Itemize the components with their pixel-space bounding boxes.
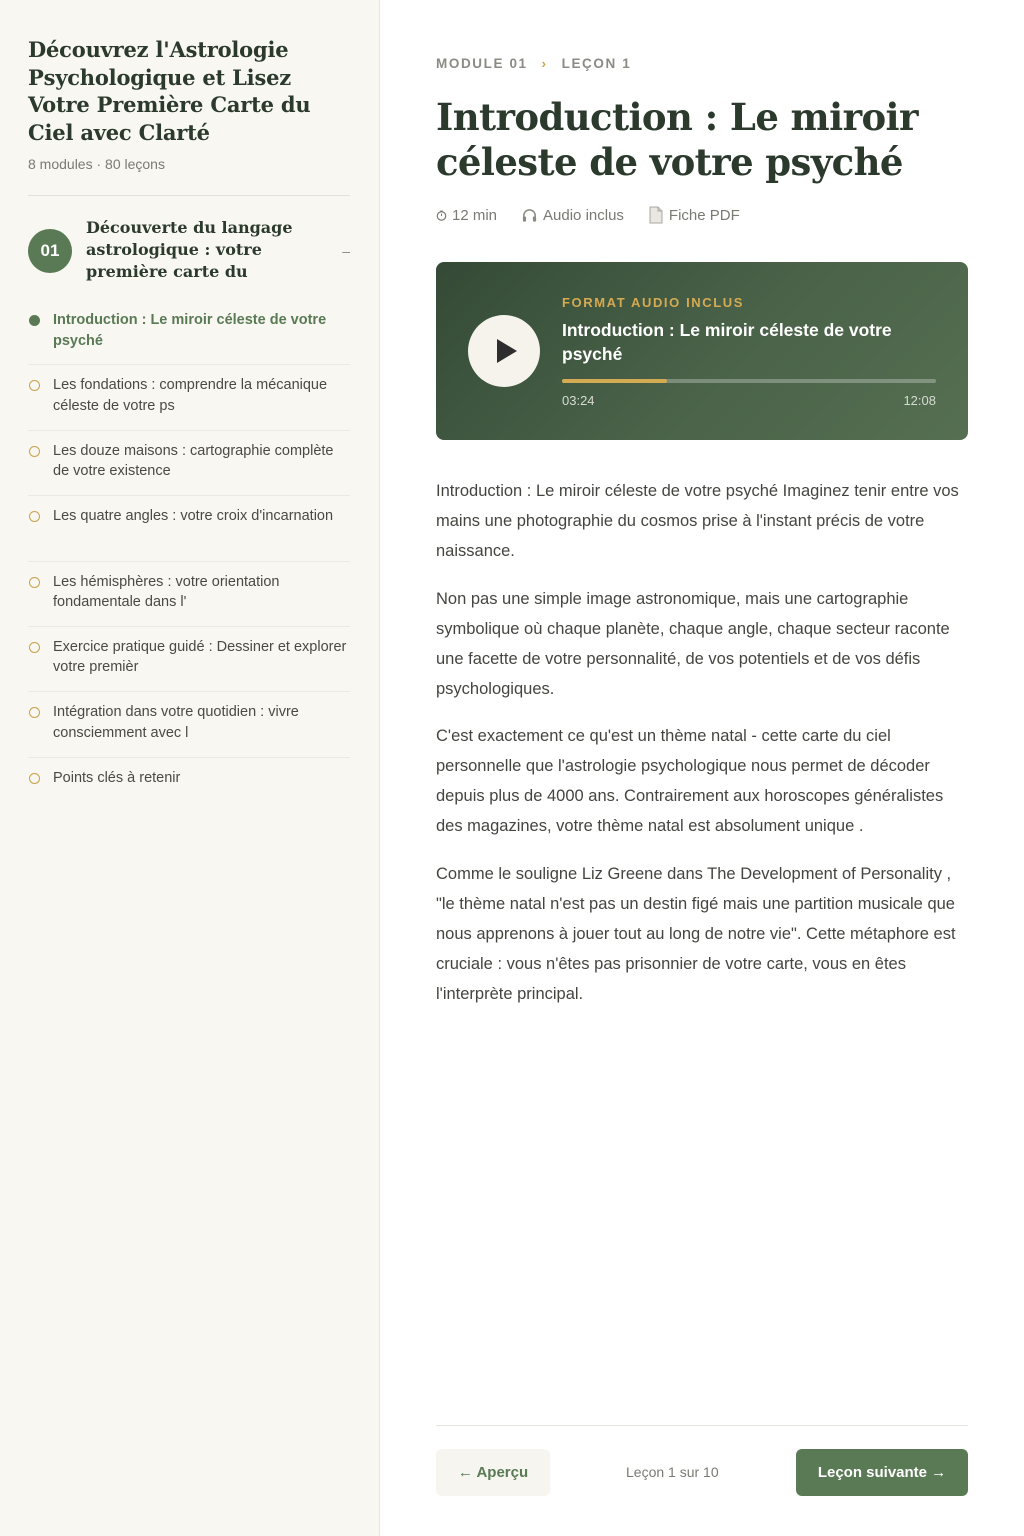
lesson-item[interactable] [28,496,350,561]
lesson-meta [436,206,764,224]
lesson-list [28,300,350,823]
lesson-item[interactable] [28,627,350,692]
lesson-status-dot-icon [29,315,40,326]
sidebar-divider [28,195,350,196]
lesson-label: Les fondations : comprendre la mécanique céleste de votre ps [53,377,328,414]
lesson-label: Exercice pratique guidé : Dessiner et explorer votre premièr [53,638,347,676]
audio-meta [521,207,624,224]
lesson-label: Les quatre angles : votre croix d'incarnation [53,508,334,525]
lesson-label: Les douze maisons : cartographie complète de votre existence [53,442,334,480]
body-paragraph: C'est exactement ce qu'est un thème natal - cette carte du ciel personnelle que l'astrologie psychologique nous permet de décoder depuis plus de 4000 ans. Contrairement aux horoscopes généralistes des magazines, votre thème natal est absolument unique . [436,727,944,835]
collapse-icon[interactable]: – [342,243,350,259]
chevron-right-icon: › [541,56,548,71]
body-paragraph: Comme le souligne Liz Greene dans The Development of Personality , "le thème natal n'est pas un destin figé mais une partition musicale que nous apprenons à jouer tout au long de notre vie". Cette métaphore est cruciale : vous n'êtes pas prisonnier de votre carte, vous en êtes l'interprète principal. [436,864,956,1003]
course-meta: 8 modules · 80 leçons [28,156,165,172]
lesson-item[interactable] [28,365,350,430]
audio-kicker: FORMAT AUDIO INCLUS [562,295,745,310]
duration-text: 12 min [452,206,498,224]
lesson-status-dot-icon [29,511,40,522]
breadcrumb-module[interactable]: MODULE 01 [436,56,528,71]
headphones-icon [521,207,538,224]
lesson-body [436,476,968,1026]
footer-divider [436,1425,968,1426]
course-title: Découvrez l'Astrologie Psychologique et Lisez Votre Première Carte du Ciel avec Clarté [28,37,311,145]
next-lesson-button[interactable]: Leçon suivante → [796,1449,968,1496]
lesson-status-dot-icon [29,707,40,718]
document-icon [648,206,664,224]
play-icon [497,339,517,363]
lesson-item[interactable] [28,758,350,823]
body-paragraph: Introduction : Le miroir céleste de votre psyché Imaginez tenir entre vos mains une photographie du cosmos prise à l'instant précis de votre naissance. [436,482,959,560]
page-title: Introduction : Le miroir céleste de votre psyché [436,95,918,184]
course-sidebar [0,0,380,1536]
lesson-status-dot-icon [29,642,40,653]
lesson-status-dot-icon [29,446,40,457]
lesson-status-dot-icon [29,773,40,784]
lesson-label: Intégration dans votre quotidien : vivre consciemment avec l [53,704,299,741]
lesson-label: Les hémisphères : votre orientation fondamentale dans l' [53,573,280,611]
lesson-item[interactable] [28,300,350,365]
play-button[interactable] [468,315,540,387]
audio-current-time: 03:24 [562,393,595,408]
lesson-status-dot-icon [29,380,40,391]
lesson-label: Introduction : Le miroir céleste de votre psyché [53,312,327,349]
audio-meta-text: Audio inclus [543,206,624,224]
lesson-item[interactable] [28,562,350,627]
audio-progress-bar[interactable] [562,379,936,383]
pdf-meta[interactable] [648,206,740,224]
breadcrumb-lesson: LEÇON 1 [561,56,632,71]
lesson-item[interactable] [28,431,350,496]
module-number-badge: 01 [28,229,72,273]
lesson-status-dot-icon [29,577,40,588]
audio-player [436,262,968,440]
module-title: Découverte du langage astrologique : votre première carte du [86,218,293,281]
lesson-main [436,0,968,1536]
audio-total-time: 12:08 [903,393,936,408]
lesson-item[interactable] [28,692,350,757]
clock-icon [436,210,447,221]
breadcrumb [436,56,631,71]
audio-progress-fill [562,379,667,383]
lesson-label: Points clés à retenir [53,769,181,786]
pdf-meta-text: Fiche PDF [668,206,740,224]
audio-title: Introduction : Le miroir céleste de votre psyché [562,320,892,364]
module-header[interactable] [28,217,350,287]
lesson-counter: Leçon 1 sur 10 [626,1464,719,1480]
body-paragraph: Non pas une simple image astronomique, mais une cartographie symbolique où chaque planète, chaque angle, chaque secteur raconte une facette de votre personnalité, de vos potentiels et de vos défis psychologiques. [436,589,950,698]
duration-meta [436,207,497,224]
previous-button[interactable]: ← Aperçu [436,1449,550,1496]
